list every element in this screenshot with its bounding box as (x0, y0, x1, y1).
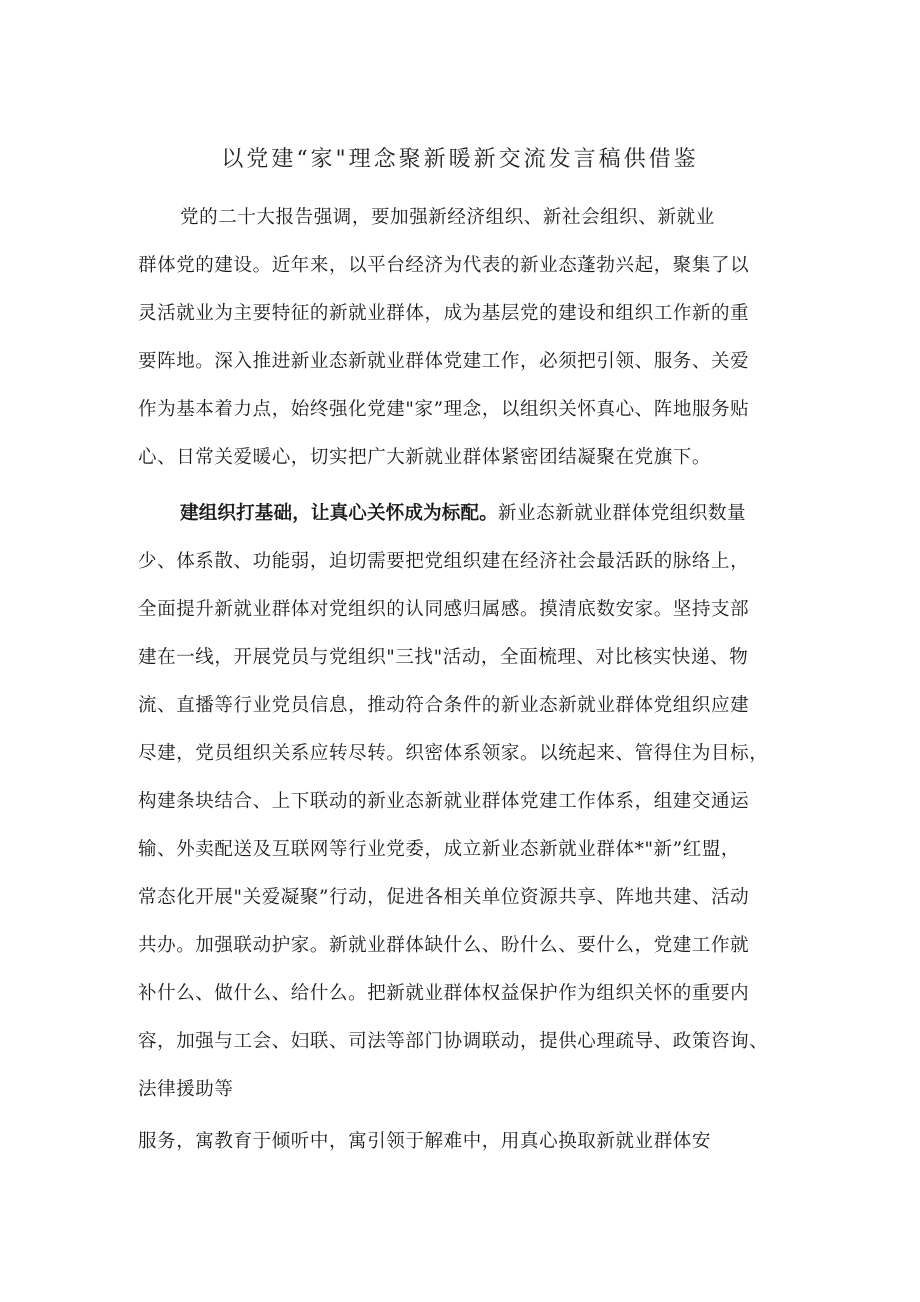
paragraph-line: 要阵地。深入推进新业态新就业群体党建工作，必须把引领、服务、关爱 (138, 351, 750, 372)
paragraph-line: 构建条块结合、上下联动的新业态新就业群体党建工作体系，组建交通运 (138, 791, 750, 812)
paragraph-line: 尽建，党员组织关系应转尽转。织密体系领家。以统起来、管得住为目标， (138, 743, 769, 764)
paragraph-line: 输、外卖配送及互联网等行业党委，成立新业态新就业群体*"新”红盟， (138, 839, 741, 860)
paragraph-line: 少、体系散、功能弱，迫切需要把党组织建在经济社会最活跃的脉络上， (138, 551, 750, 572)
paragraph-text: 新业态新就业群体党组织数量 (497, 503, 747, 524)
document-title: 以党建“家"理念聚新暖新交流发言稿供借鉴 (221, 147, 699, 172)
paragraph-line: 补什么、做什么、给什么。把新就业群体权益保护作为组织关怀的重要内 (138, 983, 750, 1004)
paragraph-line: 共办。加强联动护家。新就业群体缺什么、盼什么、要什么，党建工作就 (138, 935, 750, 956)
paragraph-line: 建在一线，开展党员与党组织"三找"活动，全面梳理、对比核实快递、物 (138, 647, 749, 668)
paragraph-line: 法律援助等 (138, 1079, 234, 1100)
paragraph-line: 群体党的建设。近年来，以平台经济为代表的新业态蓬勃兴起，聚集了以 (138, 255, 750, 276)
paragraph-line: 常态化开展"关爱凝聚”行动，促进各相关单位资源共享、阵地共建、活动 (138, 887, 750, 908)
paragraph-line: 容，加强与工会、妇联、司法等部门协调联动，提供心理疏导、政策咨询、 (138, 1031, 769, 1052)
paragraph-line: 党的二十大报告强调，要加强新经济组织、新社会组织、新就业 (180, 207, 715, 228)
paragraph-line (180, 502, 746, 526)
paragraph-line: 灵活就业为主要特征的新就业群体，成为基层党的建设和组织工作新的重 (138, 303, 750, 324)
paragraph-line: 心、日常关爱暖心，切实把广大新就业群体紧密团结凝聚在党旗下。 (138, 447, 712, 468)
section-heading: 建组织打基础，让真心关怀成为标配。 (180, 503, 498, 524)
paragraph-line: 全面提升新就业群体对党组织的认同感归属感。摸清底数安家。坚持支部 (138, 599, 750, 620)
paragraph-line: 作为基本着力点，始终强化党建"家”理念，以组织关怀真心、阵地服务贴 (138, 399, 750, 420)
paragraph-line: 流、直播等行业党员信息，推动符合条件的新业态新就业群体党组织应建 (138, 695, 750, 716)
paragraph-line: 服务，寓教育于倾听中，寓引领于解难中，用真心换取新就业群体安 (138, 1131, 712, 1152)
